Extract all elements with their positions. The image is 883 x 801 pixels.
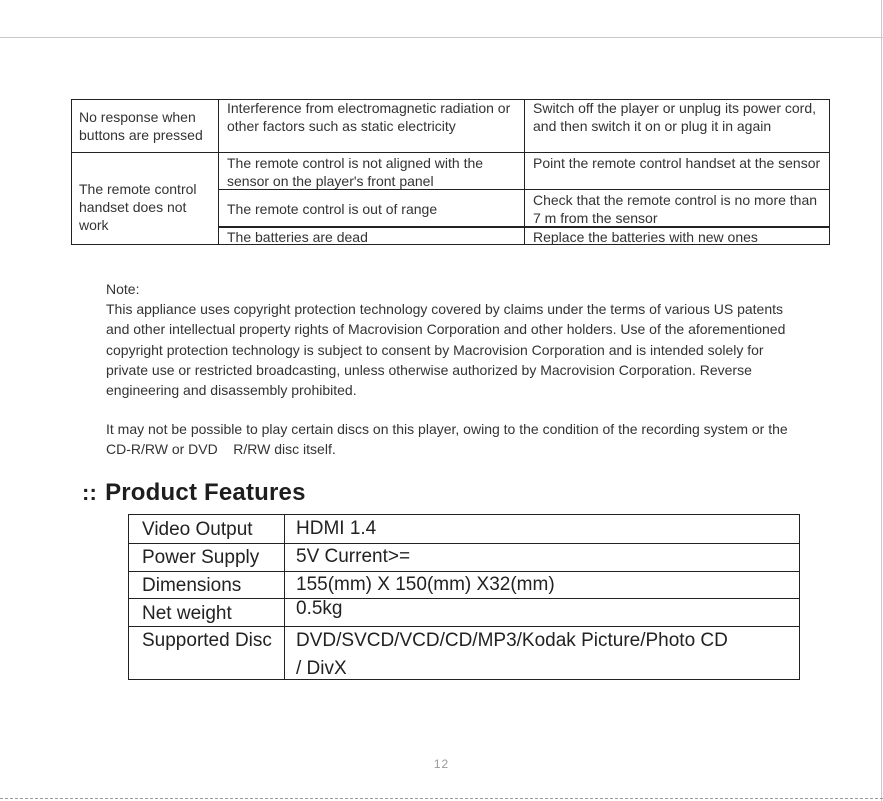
feature-value: DVD/SVCD/VCD/CD/MP3/Kodak Picture/Photo CD (296, 630, 728, 651)
note-paragraph: This appliance uses copyright protection technology covered by claims under the terms of various US patents and other intellectual property rights of Macrovision Corporation and other holders. Use of the aforementioned copyright protection technology is subject to consent by Macrovision Corporation and is intended solely for private use or restricted broadcasting, unless otherwise authorized by Macrovision Corporation. Reverse engineering and disassembly prohibited. (106, 301, 786, 399)
solution-cell: Replace the batteries with new ones (533, 229, 758, 245)
header-rule (0, 37, 883, 38)
table-col-divider (284, 515, 285, 679)
feature-value: / DivX (296, 658, 347, 679)
feature-value: 5V Current>= (296, 546, 411, 567)
feature-label: Power Supply (142, 547, 260, 568)
page-number: 12 (433, 757, 450, 771)
problem-cell: No response when buttons are pressed (79, 109, 203, 143)
page-edge-bottom (0, 798, 883, 799)
solution-cell: Switch off the player or unplug its power cord, and then switch it on or plug it in again (533, 100, 817, 134)
cause-cell: The batteries are dead (227, 229, 368, 245)
cause-cell: Interference from electromagnetic radiation or other factors such as static electricity (227, 100, 511, 134)
feature-value: 155(mm) X 150(mm) X32(mm) (296, 574, 555, 595)
feature-value: HDMI 1.4 (296, 518, 377, 539)
note-paragraph: It may not be possible to play certain discs on this player, owing to the condition of the recording system or the CD-R/RW or DVD R/RW disc itself. (106, 421, 792, 458)
heading-text: Product Features (105, 479, 306, 506)
note-label: Note: (106, 281, 140, 297)
note-section (106, 279, 796, 460)
feature-label: Net weight (142, 603, 232, 624)
solution-cell: Point the remote control handset at the sensor (533, 155, 821, 171)
feature-label: Supported Disc (142, 630, 272, 651)
table-row-divider (71, 152, 830, 153)
cause-cell: The remote control is not aligned with the sensor on the player's front panel (227, 155, 484, 189)
product-features-table (128, 514, 800, 680)
feature-label: Dimensions (142, 575, 242, 596)
troubleshooting-table (71, 99, 830, 245)
table-border (829, 99, 830, 245)
feature-value: 0.5kg (296, 598, 343, 619)
section-heading (82, 479, 306, 507)
feature-label: Video Output (142, 519, 253, 540)
heading-bullet: :: (82, 480, 98, 505)
solution-cell: Check that the remote control is no more than 7 m from the sensor (533, 192, 818, 226)
problem-cell: The remote control handset does not work (79, 181, 197, 233)
cause-cell: The remote control is out of range (227, 201, 438, 217)
page-edge-right (881, 0, 882, 801)
